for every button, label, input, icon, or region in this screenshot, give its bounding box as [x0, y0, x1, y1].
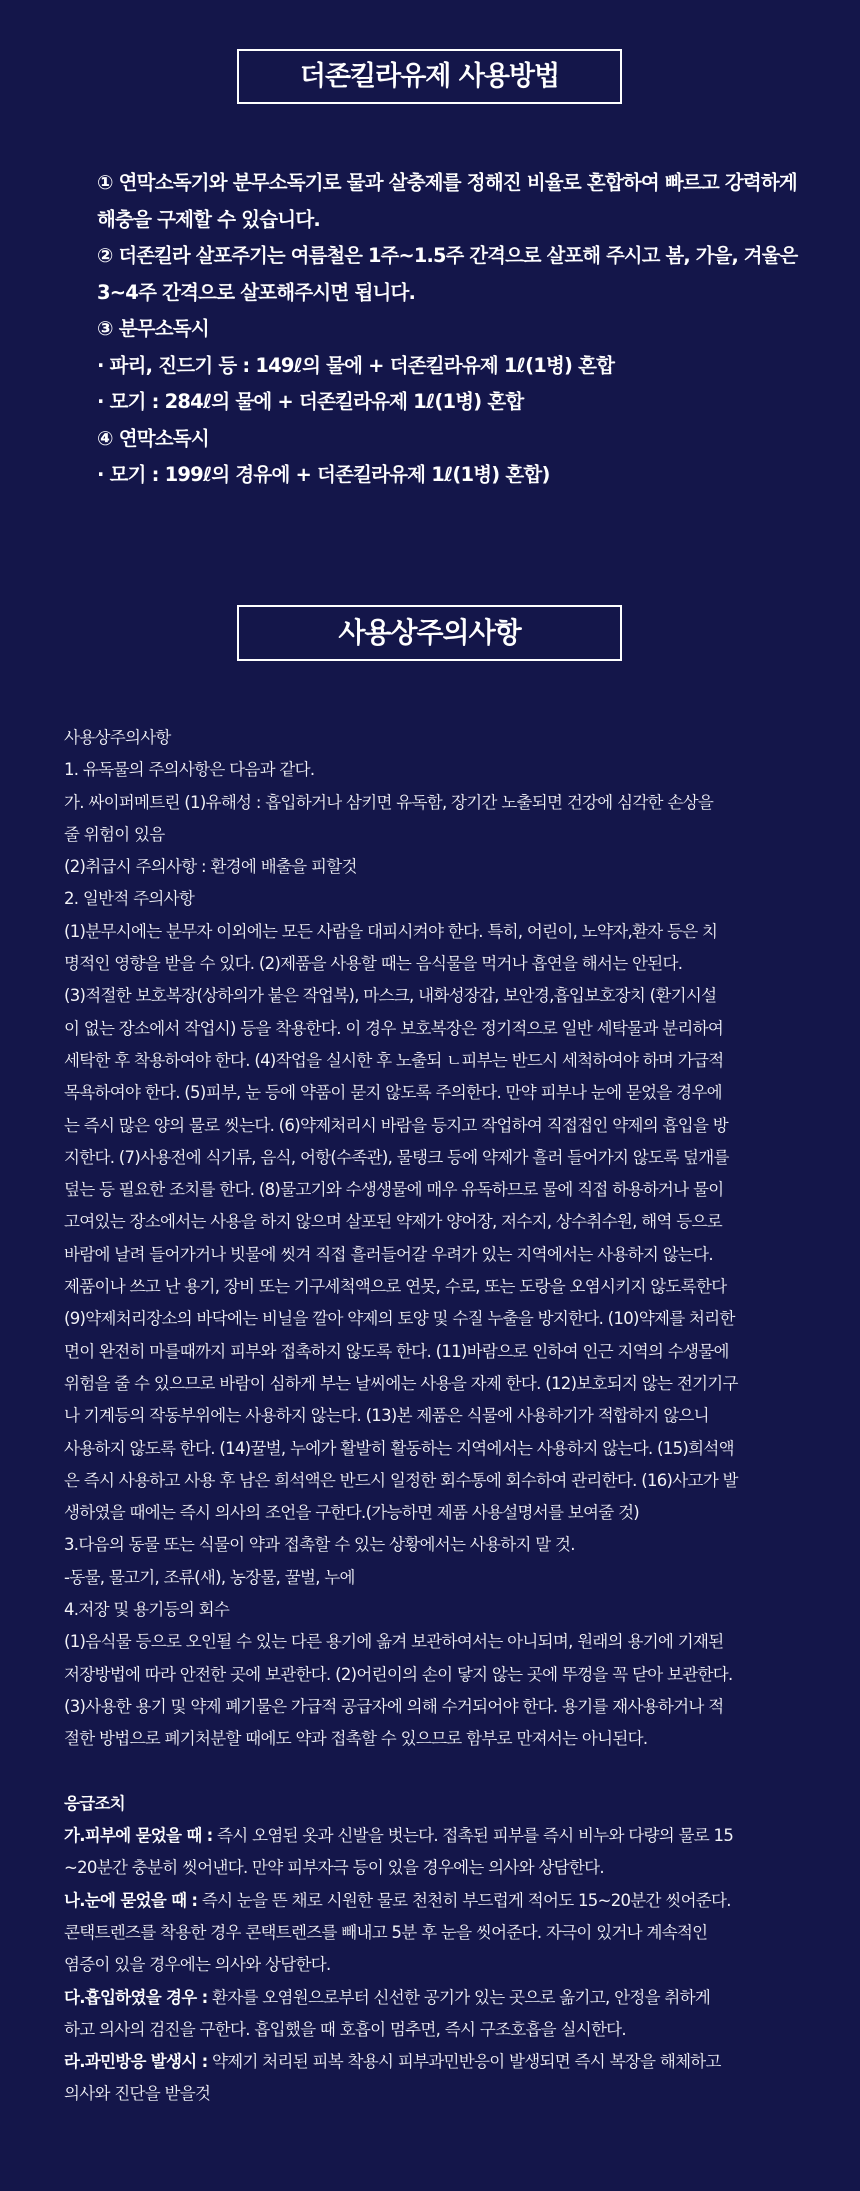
first-aid-label: 라.과민방응 발생시 : — [64, 2052, 208, 2072]
caution-line: (3)사용한 용기 및 약제 폐기물은 가급적 공급자에 의해 수거되어야 한다. 용기를 재사용하거나 적 — [64, 1696, 724, 1716]
first-aid-allergy: 라.과민방응 발생시 : 약제기 처리된 피복 착용시 피부과민반응이 발생되면 즉시 복장을 해체하고 — [64, 2052, 721, 2072]
caution-line: 제품이나 쓰고 난 용기, 장비 또는 기구세척액으로 연못, 수로, 또는 도랑을 오염시키지 않도록한다 — [64, 1277, 727, 1297]
usage-line: ② 더존킬라 살포주기는 여름철은 1주~1.5주 간격으로 살포해 주시고 봄, 가을, 겨울은 — [97, 244, 798, 267]
caution-line: 저장방법에 따라 안전한 곳에 보관한다. (2)어린이의 손이 닿지 않는 곳에 뚜껑을 꼭 닫아 보관한다. — [64, 1664, 733, 1684]
first-aid-label: 가.피부에 묻었을 때 : — [64, 1826, 213, 1846]
caution-line: 생하였을 때에는 즉시 의사의 조언을 구한다.(가능하면 제품 사용설명서를 보여줄 것) — [64, 1503, 640, 1523]
caution-line: 3.다음의 동물 또는 식물이 약과 접촉할 수 있는 상황에서는 사용하지 말 것. — [64, 1535, 575, 1555]
usage-instructions — [97, 165, 797, 494]
first-aid-line: 의사와 진단을 받을것 — [64, 2084, 211, 2104]
first-aid-line: 하고 의사의 검진을 구한다. 흡입했을 때 호흡이 멈추면, 즉시 구조호흡을 실시한다. — [64, 2019, 626, 2039]
caution-line: 는 즉시 많은 양의 물로 씻는다. (6)약제처리시 바람을 등지고 작업하여 직접접인 약제의 흡입을 방 — [64, 1115, 728, 1135]
caution-line: 나 기계등의 작동부위에는 사용하지 않는다. (13)본 제품은 식물에 사용하기가 적합하지 않으니 — [64, 1406, 709, 1426]
first-aid-line: ~20분간 충분히 씻어낸다. 만약 피부자극 등이 있을 경우에는 의사와 상담한다. — [64, 1858, 604, 1878]
caution-line: (2)취급시 주의사항 : 환경에 배출을 피할것 — [64, 857, 357, 877]
caution-line: -동물, 물고기, 조류(새), 농장물, 꿀벌, 누에 — [64, 1567, 355, 1587]
first-aid-skin: 가.피부에 묻었을 때 : 즉시 오염된 옷과 신발을 벗는다. 접촉된 피부를 즉시 비누와 다량의 물로 15 — [64, 1826, 734, 1846]
caution-line: 덮는 등 필요한 조치를 한다. (8)물고기와 수생생물에 매우 유독하므로 물에 직접 하용하거나 물이 — [64, 1180, 724, 1200]
caution-line: 1. 유독물의 주의사항은 다음과 같다. — [64, 760, 315, 780]
first-aid-label: 다.흡입하였을 경우 : — [64, 1987, 208, 2007]
caution-line: 사용상주의사항 — [64, 728, 171, 747]
caution-title: 사용상주의사항 — [237, 605, 622, 661]
caution-text — [64, 722, 804, 2111]
usage-line: ① 연막소독기와 분무소독기로 물과 살충제를 정해진 비율로 혼합하여 빠르고 강력하게 — [97, 171, 797, 194]
caution-line: 고여있는 장소에서는 사용을 하지 않으며 살포된 약제가 양어장, 저수지, 상수취수원, 해역 등으로 — [64, 1212, 722, 1232]
first-aid-inhalation: 다.흡입하였을 경우 : 환자를 오염원으로부터 신선한 공기가 있는 곳으로 옮기고, 안정을 취하게 — [64, 1987, 711, 2007]
first-aid-label: 나.눈에 묻었을 때 : — [64, 1890, 198, 1910]
caution-line: 위험을 줄 수 있으므로 바람이 심하게 부는 날씨에는 사용을 자제 한다. (12)보호되지 않는 전기기구 — [64, 1373, 738, 1393]
caution-line: 목욕하여야 한다. (5)피부, 눈 등에 약품이 묻지 않도록 주의한다. 만약 피부나 눈에 묻었을 경우에 — [64, 1083, 722, 1103]
first-aid-line: 염증이 있을 경우에는 의사와 상담한다. — [64, 1955, 331, 1975]
usage-line: ④ 연막소독시 — [97, 426, 209, 450]
caution-line: 명적인 영향을 받을 수 있다. (2)제품을 사용할 때는 음식물을 먹거나 흡연을 해서는 안된다. — [64, 954, 683, 974]
caution-line: 바람에 날려 들어가거나 빗물에 씻겨 직접 흘러들어갈 우려가 있는 지역에서는 사용하지 않는다. — [64, 1244, 713, 1264]
caution-line: 면이 완전히 마를때까지 피부와 접촉하지 않도록 한다. (11)바람으로 인하여 인근 지역의 수생물에 — [64, 1341, 729, 1361]
caution-line: (3)적절한 보호복장(상하의가 붙은 작업복), 마스크, 내화성장갑, 보안경,흡입보호장치 (환기시설 — [64, 986, 717, 1006]
usage-line: · 파리, 진드기 등 : 149ℓ의 물에 + 더존킬라유제 1ℓ(1병) 혼합 — [97, 353, 615, 377]
usage-line: · 모기 : 199ℓ의 경유에 + 더존킬라유제 1ℓ(1병) 혼합) — [97, 463, 550, 486]
spacer — [64, 1756, 804, 1788]
caution-line: (9)약제처리장소의 바닥에는 비닐을 깔아 약제의 토양 및 수질 누출을 방지한다. (10)약제를 처리한 — [64, 1309, 735, 1329]
caution-line: 은 즉시 사용하고 사용 후 남은 희석액은 반드시 일정한 회수통에 회수하여 관리한다. (16)사고가 발 — [64, 1470, 738, 1490]
first-aid-eye: 나.눈에 묻었을 때 : 즉시 눈을 뜬 채로 시원한 물로 천천히 부드럽게 적어도 15~20분간 씻어준다. — [64, 1890, 731, 1910]
caution-line: 이 없는 장소에서 작업시) 등을 착용한다. 이 경우 보호복장은 정기적으로 일반 세탁물과 분리하여 — [64, 1018, 724, 1038]
usage-line: ③ 분무소독시 — [97, 317, 209, 340]
usage-line: 해충을 구제할 수 있습니다. — [97, 207, 320, 231]
caution-line: 세탁한 후 착용하여야 한다. (4)작업을 실시한 후 노출되 ㄴ피부는 반드시 세척하여야 하며 가급적 — [64, 1050, 724, 1070]
caution-line: 지한다. (7)사용전에 식기류, 음식, 어항(수족관), 물탱크 등에 약제가 흘러 들어가지 않도록 덮개를 — [64, 1147, 729, 1167]
caution-line: 가. 싸이퍼메트린 (1)유해성 : 흡입하거나 삼키면 유독함, 장기간 노출되면 건강에 심각한 손상을 — [64, 792, 714, 812]
first-aid-line: 콘택트렌즈를 착용한 경우 콘택트렌즈를 빼내고 5분 후 눈을 씻어준다. 자극이 있거나 계속적인 — [64, 1922, 708, 1942]
caution-line: 4.저장 및 용기등의 회수 — [64, 1600, 230, 1620]
caution-line: (1)분무시에는 분무자 이외에는 모든 사람을 대피시켜야 한다. 특히, 어린이, 노약자,환자 등은 치 — [64, 921, 718, 941]
usage-line: · 모기 : 284ℓ의 물에 + 더존킬라유제 1ℓ(1병) 혼합 — [97, 390, 524, 413]
first-aid-heading: 응급조치 — [64, 1793, 125, 1813]
caution-line: 줄 위험이 있음 — [64, 824, 165, 844]
caution-line: (1)음식물 등으로 오인될 수 있는 다른 용기에 옮겨 보관하여서는 아니되며, 원래의 용기에 기재된 — [64, 1632, 724, 1652]
usage-title: 더존킬라유제 사용방법 — [237, 49, 622, 104]
caution-line: 2. 일반적 주의사항 — [64, 889, 195, 909]
usage-line: 3~4주 간격으로 살포해주시면 됩니다. — [97, 280, 416, 304]
caution-line: 절한 방법으로 폐기처분할 때에도 약과 접촉할 수 있으므로 함부로 만져서는 아니된다. — [64, 1729, 648, 1749]
caution-line: 사용하지 않도록 한다. (14)꿀벌, 누에가 활발히 활동하는 지역에서는 사용하지 않는다. (15)희석액 — [64, 1438, 734, 1458]
